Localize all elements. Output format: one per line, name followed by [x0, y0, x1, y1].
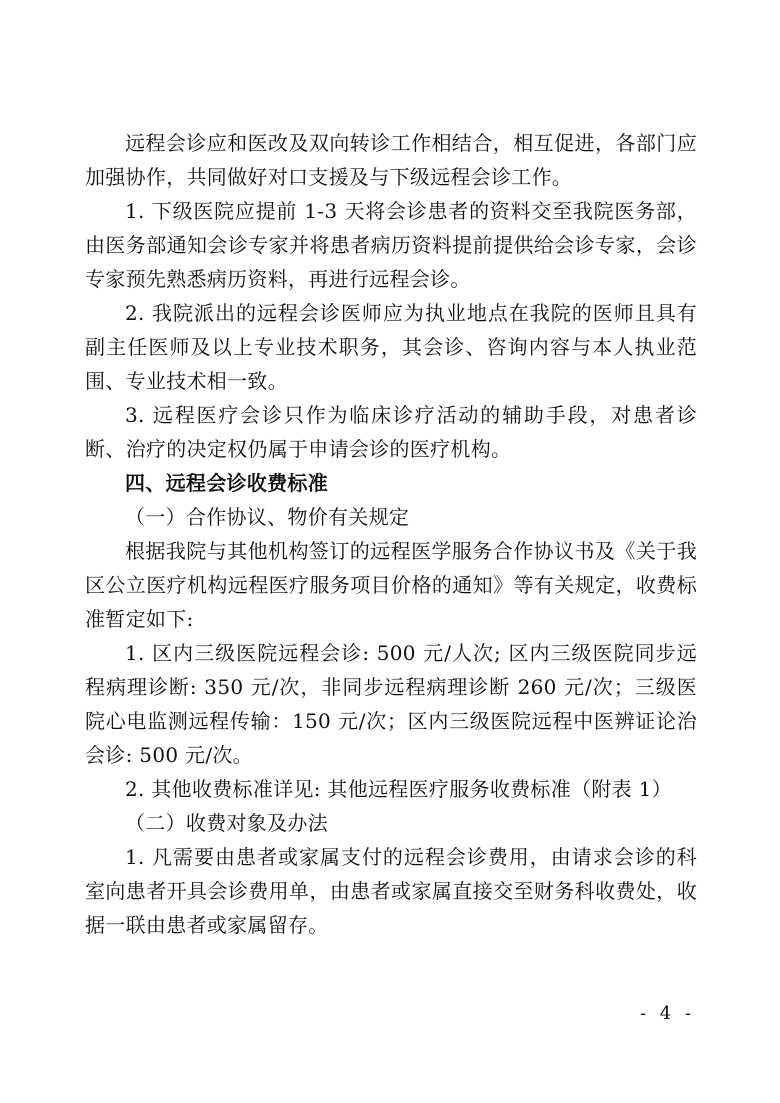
document-body — [85, 126, 697, 942]
paragraph: 1. 区内三级医院远程会诊: 500 元/人次; 区内三级医院同步远程病理诊断: 350 元/次，非同步远程病理诊断 260 元/次；三级医院心电监测远程传输：150 元/次；区内三级医院远程中医辨证论治会诊: 500 元/次。 — [85, 641, 697, 767]
section-heading: 四、远程会诊收费标准 — [125, 471, 328, 495]
subsection-heading: （二）收费对象及办法 — [125, 811, 328, 835]
paragraph: 2. 其他收费标准详见: 其他远程医疗服务收费标准（附表 1） — [125, 777, 672, 801]
subsection-heading: （一）合作协议、物价有关规定 — [125, 505, 410, 529]
paragraph: 远程会诊应和医改及双向转诊工作相结合，相互促进，各部门应加强协作，共同做好对口支援及与下级远程会诊工作。 — [85, 131, 697, 189]
paragraph: 1. 下级医院应提前 1-3 天将会诊患者的资料交至我院医务部，由医务部通知会诊专家并将患者病历资料提前提供给会诊专家，会诊专家预先熟悉病历资料，再进行远程会诊。 — [85, 199, 697, 291]
paragraph: 1. 凡需要由患者或家属支付的远程会诊费用，由请求会诊的科室向患者开具会诊费用单，由患者或家属直接交至财务科收费处，收据一联由患者或家属留存。 — [85, 845, 697, 937]
paragraph: 3. 远程医疗会诊只作为临床诊疗活动的辅助手段，对患者诊断、治疗的决定权仍属于申请会诊的医疗机构。 — [85, 403, 697, 461]
paragraph: 2. 我院派出的远程会诊医师应为执业地点在我院的医师且具有副主任医师及以上专业技术职务，其会诊、咨询内容与本人执业范围、专业技术相一致。 — [85, 301, 697, 393]
paragraph: 根据我院与其他机构签订的远程医学服务合作协议书及《关于我区公立医疗机构远程医疗服务项目价格的通知》等有关规定，收费标准暂定如下: — [85, 539, 697, 631]
page-number: - 4 - — [639, 1003, 695, 1024]
